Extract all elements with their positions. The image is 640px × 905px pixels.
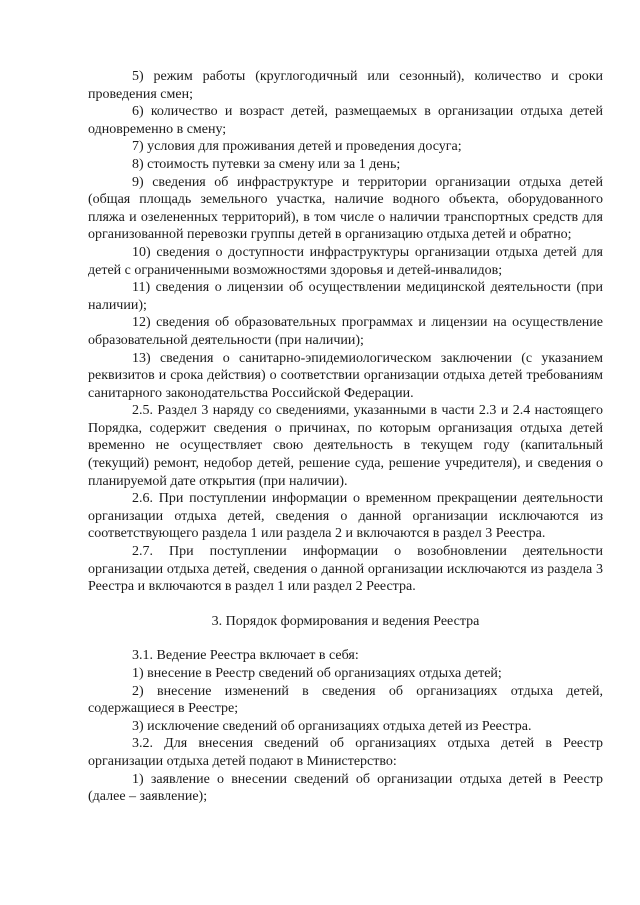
list-item-9: 9) сведения об инфраструктуре и территории организации отдыха детей (общая площадь земельного участка, наличие водного объекта, оборудованного пляжа и озелененных территорий), в том числе о наличии транспортных средств для организованной перевозки группы детей в организацию отдыха детей и обратно; bbox=[88, 174, 603, 243]
list-item-8: 8) стоимость путевки за смену или за 1 день; bbox=[132, 156, 401, 172]
clause-2-5: 2.5. Раздел 3 наряду со сведениями, указанными в части 2.3 и 2.4 настоящего Порядка, содержит сведения о причинах, по которым организация отдыха детей временно не осуществляет свою деятельность в текущем году (капитальный (текущий) ремонт, недобор детей, решение суда, решение учредителя), и сведения о планируемой дате открытия (при наличии). bbox=[88, 403, 603, 489]
clause-3-1-item-3: 3) исключение сведений об организациях отдыха детей из Реестра. bbox=[132, 718, 532, 734]
list-item-5: 5) режим работы (круглогодичный или сезонный), количество и сроки проведения смен; bbox=[88, 69, 603, 102]
list-item-7: 7) условия для проживания детей и проведения досуга; bbox=[132, 139, 462, 155]
clause-2-7: 2.7. При поступлении информации о возобновлении деятельности организации отдыха детей, сведения о данной организации исключаются из раздела 3 Реестра и включаются в раздел 1 или раздел 2 Реестра. bbox=[88, 544, 603, 595]
list-item-10: 10) сведения о доступности инфраструктуры организации отдыха детей для детей с ограниченными возможностями здоровья и детей-инвалидов; bbox=[88, 244, 603, 278]
clause-3-2: 3.2. Для внесения сведений об организациях отдыха детей в Реестр организации отдыха детей подают в Министерство: bbox=[88, 736, 603, 769]
section-heading: 3. Порядок формирования и ведения Реестра bbox=[211, 613, 480, 629]
list-item-12: 12) сведения об образовательных программах и лицензии на осуществление образовательной деятельности (при наличии); bbox=[88, 315, 603, 348]
list-item-6: 6) количество и возраст детей, размещаемых в организации отдыха детей одновременно в смену; bbox=[88, 104, 603, 137]
clause-3-1-item-2: 2) внесение изменений в сведения об организациях отдыха детей, содержащиеся в Реестре; bbox=[88, 683, 603, 717]
list-item-13: 13) сведения о санитарно-эпидемиологическом заключении (с указанием реквизитов и срока действия) о соответствии организации отдыха детей требованиям санитарного законодательства Российской Федерации. bbox=[88, 350, 603, 401]
clause-3-2-item-1: 1) заявление о внесении сведений об организации отдыха детей в Реестр (далее – заявление); bbox=[88, 771, 603, 805]
document-body bbox=[88, 68, 603, 806]
clause-3-1: 3.1. Ведение Реестра включает в себя: bbox=[132, 648, 359, 664]
list-item-11: 11) сведения о лицензии об осуществлении медицинской деятельности (при наличии); bbox=[88, 280, 603, 313]
clause-2-6: 2.6. При поступлении информации о временном прекращении деятельности организации отдыха детей, сведения о данной организации исключаются из соответствующего раздела 1 или раздела 2 и включаются в раздел 3 Реестра. bbox=[88, 491, 603, 542]
clause-3-1-item-1: 1) внесение в Реестр сведений об организациях отдыха детей; bbox=[132, 666, 502, 681]
